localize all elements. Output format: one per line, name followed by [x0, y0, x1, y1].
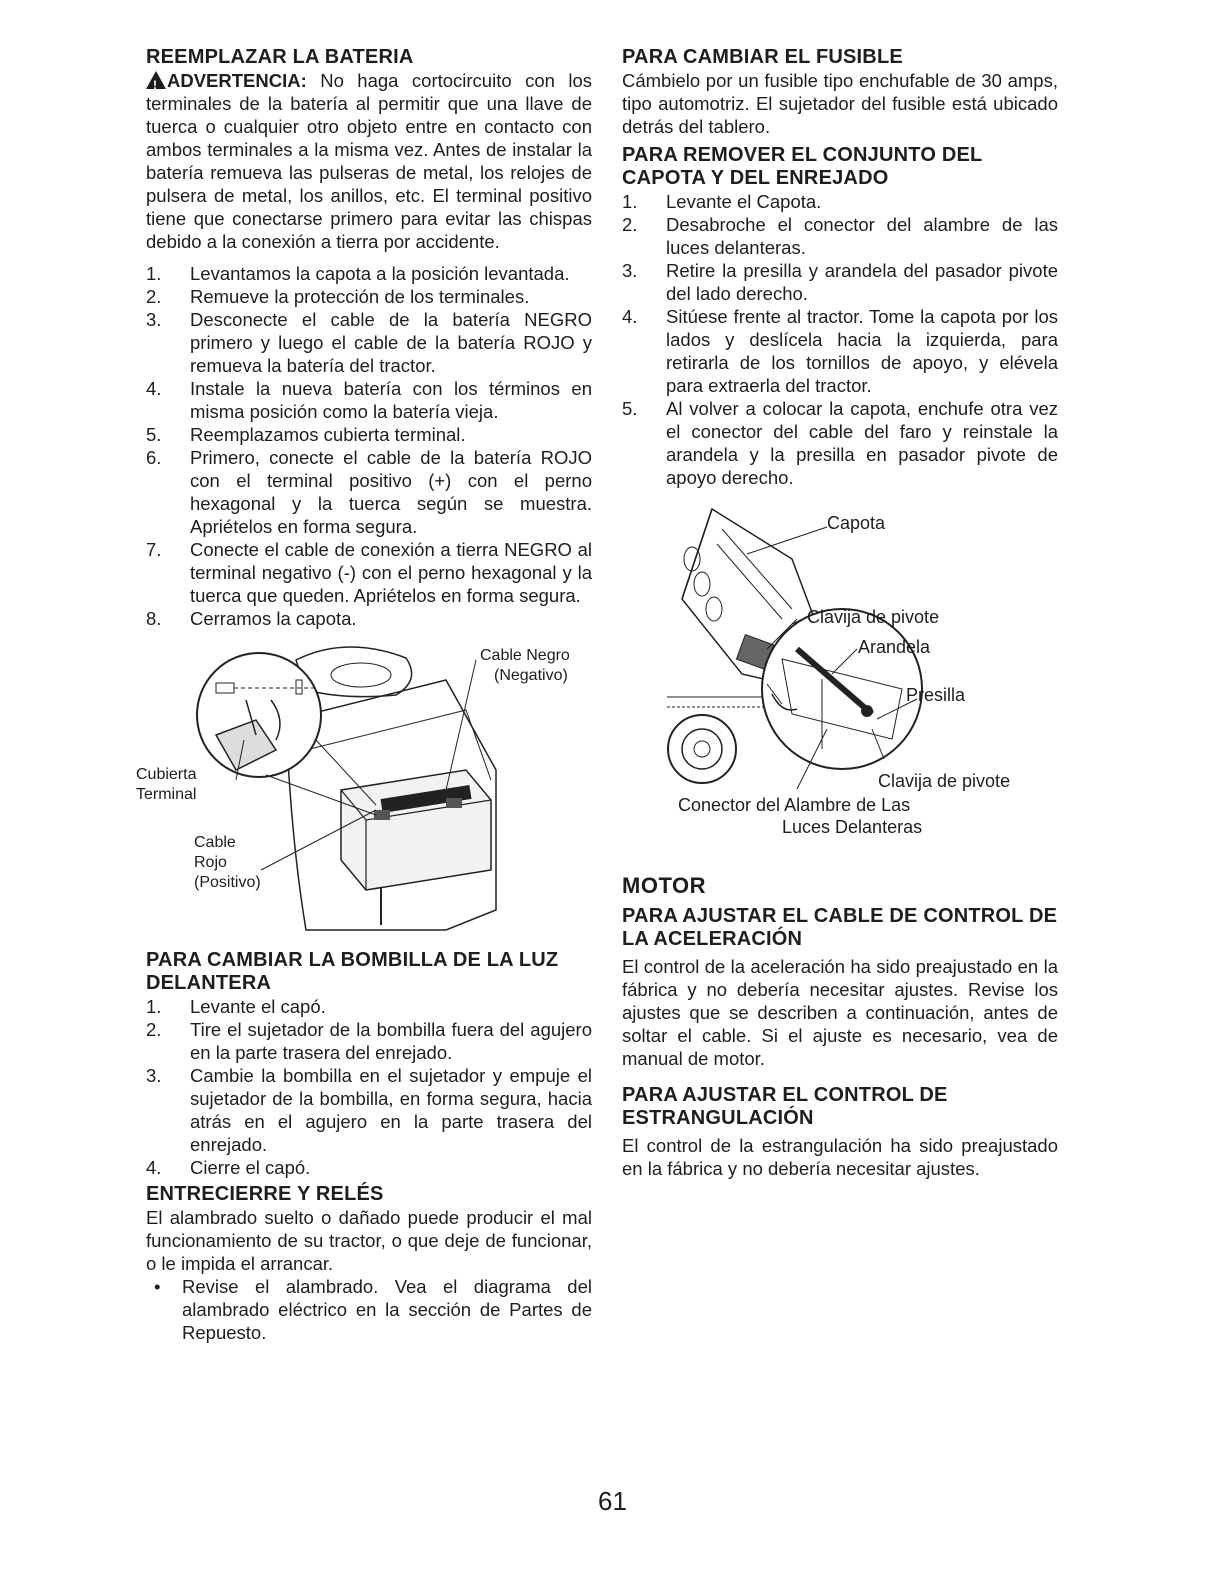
label-arandela: Arandela [858, 637, 931, 657]
list-item-text: Revise el alambrado. Vea el diagrama del alambrado eléctrico en la sección de Partes de Repuesto. [182, 1276, 592, 1343]
list-item [146, 1156, 592, 1179]
label-cubierta: Cubierta [136, 766, 197, 783]
list-item-text: Remueve la protección de los terminales. [190, 286, 530, 307]
label-presilla: Presilla [906, 685, 966, 705]
label-positivo: (Positivo) [194, 874, 261, 891]
list-item-number: 6. [146, 447, 162, 468]
list-item [146, 1064, 592, 1156]
list-item-number: 1. [146, 996, 162, 1017]
label-luces-delanteras: Luces Delanteras [782, 817, 923, 837]
choke-heading: PARA AJUSTAR EL CONTROL DE ESTRANGULACIÓN [622, 1084, 948, 1129]
relay-text: El alambrado suelto o dañado puede producir el mal funcionamiento de su tractor, o que deje de funcionar, o le impida el arrancar. [146, 1207, 592, 1274]
fuse-heading: PARA CAMBIAR EL FUSIBLE [622, 46, 903, 68]
list-item-text: Primero, conecte el cable de la batería ROJO con el terminal positivo (+) con el perno hexagonal y la tuerca según se muestra. Apriételos en forma segura. [190, 447, 592, 537]
list-item-text: Cierre el capó. [190, 1157, 311, 1178]
list-item-number: 4. [146, 1157, 162, 1178]
list-item-text: Sitúese frente al tractor. Tome la capota por los lados y deslícela hacia la izquierda, para retirarla de los tornillos de apoyo, y elévela para extraerla del tractor. [666, 306, 1058, 396]
list-item [146, 262, 592, 285]
list-item-text: Desabroche el conector del alambre de las luces delanteras. [666, 214, 1058, 258]
list-item-text: Tire el sujetador de la bombilla fuera del agujero en la parte trasera del enrejado. [190, 1019, 592, 1063]
list-item-text: Retire la presilla y arandela del pasador pivote del lado derecho. [666, 260, 1058, 304]
battery-figure [136, 640, 592, 940]
page-number: 61 [598, 1486, 627, 1516]
battery-heading: REEMPLAZAR LA BATERIA [146, 46, 414, 68]
fuse-text: Cámbielo por un fusible tipo enchufable de 30 amps, tipo automotriz. El sujetador del fusible está ubicado detrás del tablero. [622, 70, 1058, 137]
list-item [146, 538, 592, 607]
bulb-steps [146, 995, 592, 1179]
list-item-number: 2. [622, 214, 638, 235]
hood-heading: PARA REMOVER EL CONJUNTO DEL CAPOTA Y DEL ENREJADO [622, 144, 983, 189]
list-item-number: 5. [622, 398, 638, 419]
warning-label: ADVERTENCIA: [167, 70, 307, 91]
label-cable: Cable [194, 834, 236, 851]
list-item-number: 4. [622, 306, 638, 327]
list-item [146, 995, 592, 1018]
hood-steps [622, 190, 1058, 489]
list-item [622, 305, 1058, 397]
list-item [622, 397, 1058, 489]
list-item [146, 446, 592, 538]
list-item [146, 377, 592, 423]
list-item-text: Levantamos la capota a la posición levantada. [190, 263, 570, 284]
list-item-text: Cerramos la capota. [190, 608, 357, 629]
list-item-number: 3. [622, 260, 638, 281]
list-item-text: Levante el capó. [190, 996, 326, 1017]
list-item [146, 423, 592, 446]
list-item-number: 2. [146, 286, 162, 307]
list-item [622, 213, 1058, 259]
list-item-number: 5. [146, 424, 162, 445]
list-item-text: Reemplazamos cubierta terminal. [190, 424, 466, 445]
list-item-number: 3. [146, 1065, 162, 1086]
relay-bullets [146, 1275, 592, 1344]
bulb-heading: PARA CAMBIAR LA BOMBILLA DE LA LUZ DELANTERA [146, 949, 559, 994]
list-item [622, 190, 1058, 213]
battery-warning [146, 69, 592, 253]
list-item-number: 1. [146, 263, 162, 284]
left-column [136, 46, 592, 1344]
list-item-number: 1. [622, 191, 638, 212]
list-item-text: Cambie la bombilla en el sujetador y empuje el sujetador de la bombilla, en forma segura, hacia atrás en el agujero en la parte trasera del enrejado. [190, 1065, 592, 1155]
list-item-number: • [154, 1276, 161, 1297]
list-item [622, 259, 1058, 305]
label-clavija-de-pivote-bottom: Clavija de pivote [878, 771, 1011, 791]
hood-figure [622, 499, 1058, 859]
label-terminal: Terminal [136, 786, 197, 803]
label-negativo: (Negativo) [494, 667, 568, 684]
list-item-text: Desconecte el cable de la batería NEGRO primero y luego el cable de la batería ROJO y remueva la batería del tractor. [190, 309, 592, 376]
warning-icon [146, 71, 166, 89]
motor-heading: MOTOR [622, 873, 706, 898]
label-capota: Capota [827, 513, 886, 533]
list-item [146, 1018, 592, 1064]
battery-steps [146, 262, 592, 630]
warning-text: No haga cortocircuito con los terminales de la batería al permitir que una llave de tuerca o cualquier otro objeto entre en contacto con ambos terminales a la misma vez. Antes de instalar la batería remueva las pulseras de metal, los relojes de pulsera de metal, los anillos, etc. El terminal positivo tiene que conectarse primero para evitar las chispas debido a la conexión a tierra por accidente. [146, 70, 592, 252]
label-cable-negro: Cable Negro [480, 647, 570, 664]
relay-heading: ENTRECIERRE Y RELÉS [146, 1183, 384, 1205]
list-item [146, 285, 592, 308]
list-item [146, 308, 592, 377]
list-item [154, 1275, 592, 1344]
label-clavija-de-pivote-top: Clavija de pivote [807, 607, 940, 627]
throttle-heading: PARA AJUSTAR EL CABLE DE CONTROL DE LA ACELERACIÓN [622, 905, 1058, 950]
list-item-text: Instale la nueva batería con los términos en misma posición como la batería vieja. [190, 378, 592, 422]
list-item-number: 7. [146, 539, 162, 560]
list-item-text: Al volver a colocar la capota, enchufe otra vez el conector del cable del faro y reinstale la arandela y la presilla en pasador pivote de apoyo derecho. [666, 398, 1058, 488]
list-item-number: 4. [146, 378, 162, 399]
throttle-text: El control de la aceleración ha sido preajustado en la fábrica y no debería necesitar ajustes. Revise los ajustes que se describen a continuación, antes de soltar el cable. Si el ajuste es necesario, vea de manual de motor. [622, 956, 1058, 1069]
list-item-number: 2. [146, 1019, 162, 1040]
right-column [622, 46, 1058, 1180]
list-item-text: Conecte el cable de conexión a tierra NEGRO al terminal negativo (-) con el perno hexagonal y la tuerca que queden. Apriételos en forma segura. [190, 539, 592, 606]
label-rojo: Rojo [194, 854, 227, 871]
choke-text: El control de la estrangulación ha sido preajustado en la fábrica y no debería necesitar ajustes. [622, 1135, 1058, 1179]
list-item-text: Levante el Capota. [666, 191, 822, 212]
list-item-number: 3. [146, 309, 162, 330]
label-conector: Conector del Alambre de Las [678, 795, 911, 815]
list-item-number: 8. [146, 608, 162, 629]
list-item [146, 607, 592, 630]
